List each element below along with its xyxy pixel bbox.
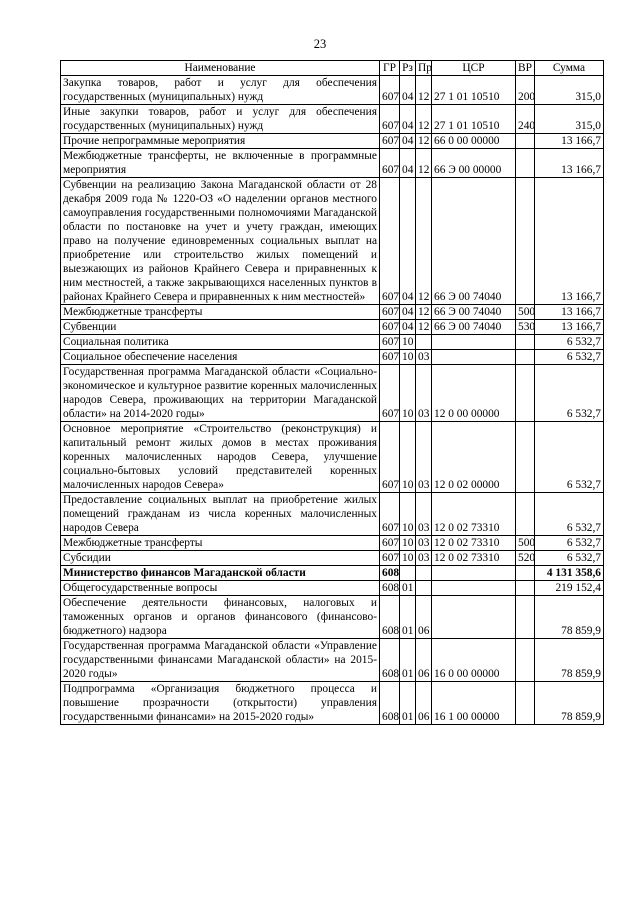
- table-row: [61, 581, 604, 596]
- page-number: 23: [313, 37, 327, 51]
- row-pr-cell: 03: [416, 422, 432, 493]
- row-csr-cell: 66 Э 00 00000: [432, 149, 516, 178]
- row-pr-cell: 12: [416, 134, 432, 149]
- row-vr-cell: 500: [516, 305, 535, 320]
- row-rz-cell: 01: [400, 682, 416, 725]
- row-sum-cell: 13 166,7: [535, 305, 604, 320]
- row-sum-cell: 13 166,7: [535, 320, 604, 335]
- row-vr-cell: [516, 566, 535, 581]
- table-header-row: [61, 61, 604, 76]
- row-csr-cell: 66 Э 00 74040: [432, 178, 516, 305]
- row-vr-cell: [516, 134, 535, 149]
- row-vr-cell: [516, 581, 535, 596]
- row-gr-cell: 607: [380, 305, 400, 320]
- row-name-cell: Обеспечение деятельности финансовых, налоговых и таможенных органов и органов финансового (финансово-бюджетного) надзора: [61, 596, 380, 639]
- row-sum-cell: 78 859,9: [535, 596, 604, 639]
- row-rz-cell: 10: [400, 536, 416, 551]
- row-name-cell: Подпрограмма «Организация бюджетного процесса и повышение прозрачности (открытости) управления государственными финансами» на 2015-2020 годы»: [61, 682, 380, 725]
- row-sum-cell: 315,0: [535, 76, 604, 105]
- table-row: [61, 596, 604, 639]
- row-vr-cell: 530: [516, 320, 535, 335]
- row-rz-cell: 10: [400, 335, 416, 350]
- row-name-cell: Государственная программа Магаданской области «Социально-экономическое и культурное развитие коренных малочисленных народов Севера, проживающих на территории Магаданской области» на 2014-2020 годы»: [61, 365, 380, 422]
- row-pr-cell: 12: [416, 105, 432, 134]
- row-csr-cell: 16 0 00 00000: [432, 639, 516, 682]
- row-pr-cell: 03: [416, 493, 432, 536]
- table-row: [61, 365, 604, 422]
- row-name-cell: Закупка товаров, работ и услуг для обеспечения государственных (муниципальных) нужд: [61, 76, 380, 105]
- row-csr-cell: 12 0 00 00000: [432, 365, 516, 422]
- row-gr-cell: 607: [380, 335, 400, 350]
- row-pr-cell: 12: [416, 320, 432, 335]
- row-csr-cell: [432, 566, 516, 581]
- row-rz-cell: 04: [400, 305, 416, 320]
- header-csr: ЦСР: [432, 61, 516, 76]
- row-rz-cell: [400, 566, 416, 581]
- row-gr-cell: 608: [380, 566, 400, 581]
- row-name-cell: Предоставление социальных выплат на приобретение жилых помещений гражданам из числа коренных малочисленных народов Севера: [61, 493, 380, 536]
- table-row: [61, 551, 604, 566]
- row-name-cell: Субвенции: [61, 320, 380, 335]
- row-vr-cell: [516, 365, 535, 422]
- row-rz-cell: 10: [400, 422, 416, 493]
- row-csr-cell: 66 Э 00 74040: [432, 305, 516, 320]
- row-rz-cell: 01: [400, 581, 416, 596]
- row-gr-cell: 607: [380, 178, 400, 305]
- row-vr-cell: 200: [516, 76, 535, 105]
- budget-table: [60, 60, 604, 725]
- row-rz-cell: 10: [400, 365, 416, 422]
- row-sum-cell: 315,0: [535, 105, 604, 134]
- table-row: [61, 422, 604, 493]
- row-sum-cell: 6 532,7: [535, 350, 604, 365]
- row-sum-cell: 6 532,7: [535, 536, 604, 551]
- row-csr-cell: 27 1 01 10510: [432, 76, 516, 105]
- row-csr-cell: 12 0 02 73310: [432, 551, 516, 566]
- row-rz-cell: 01: [400, 596, 416, 639]
- row-rz-cell: 04: [400, 76, 416, 105]
- table-row: [61, 76, 604, 105]
- table-row: [61, 536, 604, 551]
- table-body: [61, 76, 604, 725]
- row-pr-cell: 06: [416, 682, 432, 725]
- row-sum-cell: 4 131 358,6: [535, 566, 604, 581]
- row-pr-cell: 12: [416, 305, 432, 320]
- table-row: [61, 305, 604, 320]
- row-rz-cell: 10: [400, 493, 416, 536]
- header-name: Наименование: [61, 61, 380, 76]
- row-name-cell: Межбюджетные трансферты, не включенные в программные мероприятия: [61, 149, 380, 178]
- row-csr-cell: [432, 581, 516, 596]
- row-sum-cell: 6 532,7: [535, 335, 604, 350]
- row-name-cell: Основное мероприятие «Строительство (реконструкция) и капитальный ремонт жилых домов в местах проживания коренных малочисленных народов Севера, улучшение социально-бытовых условий представителей коренных малочисленных народов Севера»: [61, 422, 380, 493]
- row-csr-cell: 12 0 02 73310: [432, 493, 516, 536]
- row-gr-cell: 607: [380, 422, 400, 493]
- row-rz-cell: 04: [400, 134, 416, 149]
- row-gr-cell: 607: [380, 493, 400, 536]
- table-row: [61, 149, 604, 178]
- row-rz-cell: 10: [400, 551, 416, 566]
- row-rz-cell: 01: [400, 639, 416, 682]
- row-pr-cell: 06: [416, 596, 432, 639]
- table-row: [61, 350, 604, 365]
- header-pr: Пр: [416, 61, 432, 76]
- table-row: [61, 105, 604, 134]
- row-csr-cell: 16 1 00 00000: [432, 682, 516, 725]
- row-csr-cell: 66 0 00 00000: [432, 134, 516, 149]
- table-row: [61, 566, 604, 581]
- row-pr-cell: 06: [416, 639, 432, 682]
- row-name-cell: Социальная политика: [61, 335, 380, 350]
- row-name-cell: Субсидии: [61, 551, 380, 566]
- row-gr-cell: 607: [380, 350, 400, 365]
- row-gr-cell: 608: [380, 682, 400, 725]
- row-vr-cell: [516, 178, 535, 305]
- row-gr-cell: 608: [380, 581, 400, 596]
- row-name-cell: Межбюджетные трансферты: [61, 536, 380, 551]
- table-row: [61, 682, 604, 725]
- row-pr-cell: 12: [416, 76, 432, 105]
- table-row: [61, 320, 604, 335]
- row-pr-cell: [416, 335, 432, 350]
- row-name-cell: Межбюджетные трансферты: [61, 305, 380, 320]
- header-vr: ВР: [516, 61, 535, 76]
- row-gr-cell: 607: [380, 149, 400, 178]
- row-sum-cell: 6 532,7: [535, 493, 604, 536]
- row-gr-cell: 607: [380, 134, 400, 149]
- row-rz-cell: 04: [400, 105, 416, 134]
- row-pr-cell: 03: [416, 365, 432, 422]
- row-vr-cell: 520: [516, 551, 535, 566]
- row-pr-cell: 12: [416, 178, 432, 305]
- row-vr-cell: [516, 335, 535, 350]
- row-gr-cell: 607: [380, 320, 400, 335]
- header-sum: Сумма: [535, 61, 604, 76]
- row-gr-cell: 608: [380, 596, 400, 639]
- table-row: [61, 178, 604, 305]
- row-vr-cell: [516, 422, 535, 493]
- row-sum-cell: 78 859,9: [535, 682, 604, 725]
- table-row: [61, 639, 604, 682]
- row-vr-cell: [516, 350, 535, 365]
- row-gr-cell: 607: [380, 365, 400, 422]
- row-name-cell: Иные закупки товаров, работ и услуг для обеспечения государственных (муниципальных) нужд: [61, 105, 380, 134]
- row-csr-cell: 12 0 02 73310: [432, 536, 516, 551]
- row-vr-cell: [516, 596, 535, 639]
- row-sum-cell: 219 152,4: [535, 581, 604, 596]
- row-sum-cell: 13 166,7: [535, 134, 604, 149]
- row-pr-cell: 03: [416, 536, 432, 551]
- table-row: [61, 335, 604, 350]
- row-rz-cell: 04: [400, 178, 416, 305]
- row-vr-cell: 240: [516, 105, 535, 134]
- row-sum-cell: 6 532,7: [535, 422, 604, 493]
- row-pr-cell: 12: [416, 149, 432, 178]
- table-row: [61, 493, 604, 536]
- header-rz: Рз: [400, 61, 416, 76]
- row-vr-cell: 500: [516, 536, 535, 551]
- row-gr-cell: 608: [380, 639, 400, 682]
- row-sum-cell: 6 532,7: [535, 365, 604, 422]
- row-sum-cell: 6 532,7: [535, 551, 604, 566]
- row-gr-cell: 607: [380, 105, 400, 134]
- row-rz-cell: 04: [400, 149, 416, 178]
- row-vr-cell: [516, 639, 535, 682]
- row-sum-cell: 13 166,7: [535, 149, 604, 178]
- row-csr-cell: 66 Э 00 74040: [432, 320, 516, 335]
- row-csr-cell: 12 0 02 00000: [432, 422, 516, 493]
- row-pr-cell: 03: [416, 551, 432, 566]
- table-row: [61, 134, 604, 149]
- row-csr-cell: [432, 350, 516, 365]
- row-csr-cell: [432, 596, 516, 639]
- row-name-cell: Прочие непрограммные мероприятия: [61, 134, 380, 149]
- row-csr-cell: 27 1 01 10510: [432, 105, 516, 134]
- row-vr-cell: [516, 149, 535, 178]
- row-rz-cell: 10: [400, 350, 416, 365]
- row-sum-cell: 13 166,7: [535, 178, 604, 305]
- row-sum-cell: 78 859,9: [535, 639, 604, 682]
- row-name-cell: Государственная программа Магаданской области «Управление государственными финансами Магаданской области» на 2015-2020 годы»: [61, 639, 380, 682]
- row-vr-cell: [516, 682, 535, 725]
- row-name-cell: Социальное обеспечение населения: [61, 350, 380, 365]
- row-rz-cell: 04: [400, 320, 416, 335]
- row-gr-cell: 607: [380, 536, 400, 551]
- row-pr-cell: [416, 566, 432, 581]
- row-name-cell: Министерство финансов Магаданской области: [61, 566, 380, 581]
- row-name-cell: Общегосударственные вопросы: [61, 581, 380, 596]
- row-gr-cell: 607: [380, 551, 400, 566]
- row-csr-cell: [432, 335, 516, 350]
- row-pr-cell: [416, 581, 432, 596]
- row-gr-cell: 607: [380, 76, 400, 105]
- row-vr-cell: [516, 493, 535, 536]
- header-gr: ГР: [380, 61, 400, 76]
- row-pr-cell: 03: [416, 350, 432, 365]
- row-name-cell: Субвенции на реализацию Закона Магаданской области от 28 декабря 2009 года № 1220-ОЗ «О наделении органов местного самоуправления государственными полномочиями Магаданской области по постановке на учет и учету граждан, имеющих право на получение единовременных социальных выплат на приобретение или строительство жилых помещений и выезжающих из районов Крайнего Севера и приравненных к ним местностей, а также закрывающихся населенных пунктов в районах Крайнего Севера и приравненных к ним местностей»: [61, 178, 380, 305]
